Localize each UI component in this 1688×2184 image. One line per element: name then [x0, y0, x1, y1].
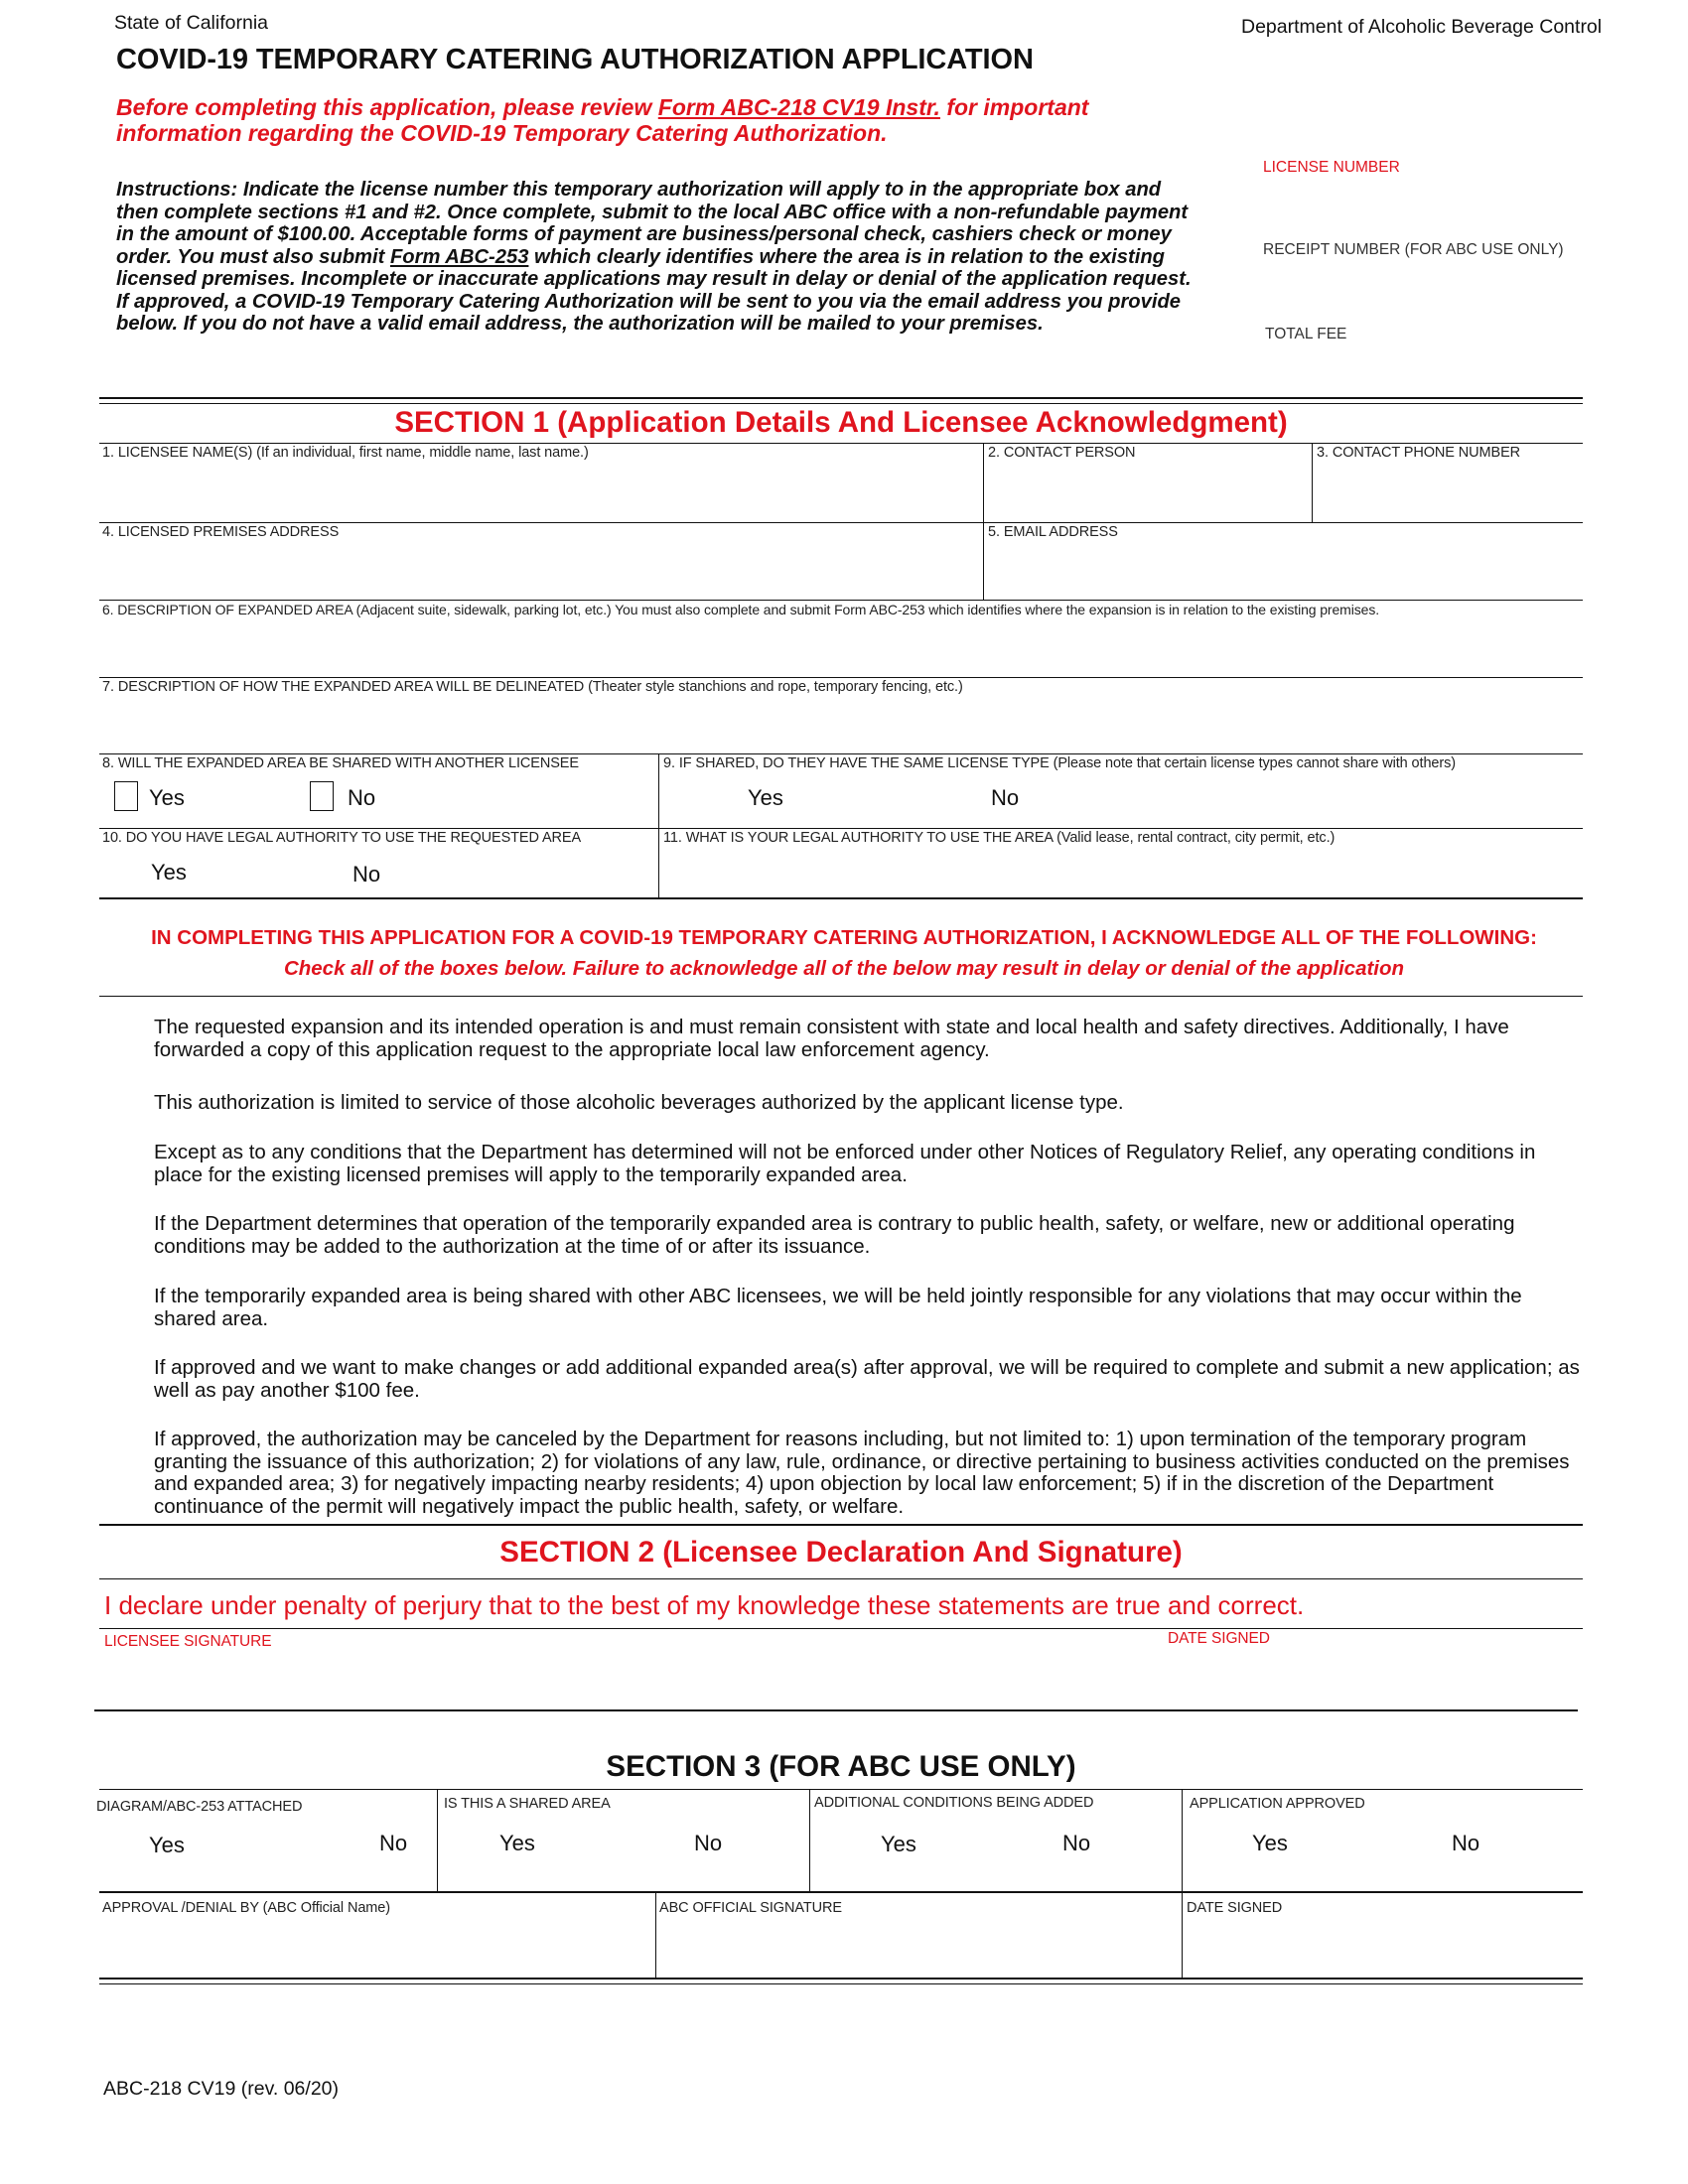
approved-yes-label[interactable]: Yes: [1252, 1831, 1288, 1855]
same-type-yes-label[interactable]: Yes: [748, 785, 783, 810]
shared-yes-checkbox[interactable]: [114, 781, 138, 811]
divider: [983, 443, 984, 600]
state-label: State of California: [114, 12, 269, 34]
same-type-no-label[interactable]: No: [991, 785, 1020, 810]
licensee-signature-label: LICENSEE SIGNATURE: [104, 1633, 272, 1650]
section3-title-rule: [99, 1789, 1583, 1790]
contact-person-label: 2. CONTACT PERSON: [988, 445, 1136, 461]
row-rule: [99, 753, 1583, 754]
receipt-number-label: RECEIPT NUMBER (FOR ABC USE ONLY): [1263, 241, 1564, 258]
shared-no-checkbox[interactable]: [310, 781, 334, 811]
row-rule: [99, 828, 1583, 829]
acknowledgment-item: The requested expansion and its intended operation is and must remain consistent with state and local health and safety directives. Additionally, I have forwarded a copy of this application request to the appropriate local law enforcement agency.: [154, 1016, 1509, 1061]
section1-top-rule: [99, 397, 1583, 399]
review-notice-after: for important information regarding the COVID-19 Temporary Catering Authorization.: [116, 94, 1089, 146]
email-address-label: 5. EMAIL ADDRESS: [988, 524, 1118, 540]
acknowledgment-item: If approved and we want to make changes or add additional expanded area(s) after approval, we will be required to complete and submit a new application; as well as pay another $100 fee.: [154, 1356, 1580, 1402]
additional-conditions-label: ADDITIONAL CONDITIONS BEING ADDED: [814, 1795, 1094, 1811]
instructions-form-link[interactable]: Form ABC-218 CV19 Instr.: [657, 94, 940, 120]
legal-authority-type-field[interactable]: [663, 852, 1577, 893]
approval-by-label: APPROVAL /DENIAL BY (ABC Official Name): [102, 1900, 390, 1916]
section1-bottom-rule: [99, 897, 1583, 899]
perjury-declaration: I declare under penalty of perjury that to the best of my knowledge these statements are true and correct.: [104, 1590, 1305, 1620]
email-address-field[interactable]: [985, 546, 1581, 598]
expanded-area-description-label: 6. DESCRIPTION OF EXPANDED AREA (Adjacent suite, sidewalk, parking lot, etc.) You must also complete and submit Form ABC-253 which identifies where the expansion is in relation to the existing premises.: [102, 602, 1380, 617]
divider: [809, 1789, 810, 1892]
declaration-rule: [99, 1628, 1583, 1629]
contact-phone-field[interactable]: [1314, 467, 1582, 520]
row-rule: [99, 600, 1583, 601]
divider: [655, 1892, 656, 1978]
review-notice: [116, 94, 1198, 146]
divider: [1182, 1789, 1183, 1978]
contact-person-field[interactable]: [985, 467, 1308, 520]
license-number-label: LICENSE NUMBER: [1263, 159, 1400, 176]
shared-area-yes-label[interactable]: Yes: [499, 1831, 535, 1855]
expanded-area-description-field[interactable]: [100, 623, 1580, 675]
premises-address-field[interactable]: [100, 546, 979, 598]
same-license-type-label: 9. IF SHARED, DO THEY HAVE THE SAME LICENSE TYPE (Please note that certain license types cannot share with others): [663, 755, 1456, 771]
conditions-yes-label[interactable]: Yes: [881, 1832, 916, 1856]
total-fee-label: TOTAL FEE: [1265, 326, 1347, 342]
licensee-name-field[interactable]: [100, 467, 979, 520]
section1-top-rule-2: [99, 403, 1583, 404]
legal-authority-no-label[interactable]: No: [352, 862, 381, 887]
acknowledgment-rule: [99, 996, 1583, 997]
acknowledgment-subheading: Check all of the boxes below. Failure to acknowledge all of the below may result in delay or denial of the application: [283, 957, 1405, 980]
section3-bottom-rule-2: [99, 1983, 1583, 1984]
contact-phone-label: 3. CONTACT PHONE NUMBER: [1317, 445, 1521, 461]
divider: [1312, 443, 1313, 522]
shared-yes-label: Yes: [149, 785, 185, 810]
acknowledgment-item: If the temporarily expanded area is being shared with other ABC licensees, we will be held jointly responsible for any violations that may occur within the shared area.: [154, 1285, 1522, 1330]
divider: [437, 1789, 438, 1892]
shared-area-label: 8. WILL THE EXPANDED AREA BE SHARED WITH ANOTHER LICENSEE: [102, 755, 579, 771]
section2-title: SECTION 2 (Licensee Declaration And Signature): [499, 1536, 1183, 1569]
date-signed-label: DATE SIGNED: [1168, 1630, 1270, 1647]
instructions-part2: which clearly identifies where the area is in relation to the existing licensed premises. Incomplete or inaccurate applications may result in delay or denial of the application request. If approved, a COVID-19 Temporary Catering Authorization will be sent to you via the email address you provide below. If you do not have a valid email address, the authorization will be mailed to your premises.: [116, 245, 1192, 335]
divider: [658, 753, 659, 897]
diagram-no-label[interactable]: No: [379, 1831, 408, 1855]
acknowledgment-heading: IN COMPLETING THIS APPLICATION FOR A COVID-19 TEMPORARY CATERING AUTHORIZATION, I ACKNOWLEDGE ALL OF THE FOLLOWING:: [151, 926, 1537, 949]
row-rule: [99, 677, 1583, 678]
premises-address-label: 4. LICENSED PREMISES ADDRESS: [102, 524, 340, 540]
diagram-attached-label: DIAGRAM/ABC-253 ATTACHED: [96, 1799, 303, 1815]
delineation-description-field[interactable]: [100, 701, 1580, 752]
acknowledgment-item: This authorization is limited to service of those alcoholic beverages authorized by the applicant license type.: [154, 1091, 1124, 1114]
legal-authority-type-label: 11. WHAT IS YOUR LEGAL AUTHORITY TO USE THE AREA (Valid lease, rental contract, city permit, etc.): [663, 830, 1336, 846]
shared-area-no-label[interactable]: No: [694, 1831, 723, 1855]
section1-title-rule: [99, 443, 1583, 444]
abc-253-form-link[interactable]: Form ABC-253: [389, 245, 529, 268]
approved-no-label[interactable]: No: [1452, 1831, 1480, 1855]
abc-date-signed-label: DATE SIGNED: [1187, 1900, 1283, 1916]
form-title: COVID-19 TEMPORARY CATERING AUTHORIZATION APPLICATION: [116, 44, 1034, 75]
form-number: ABC-218 CV19 (rev. 06/20): [103, 2078, 339, 2100]
acknowledgment-item: If the Department determines that operation of the temporarily expanded area is contrary to public health, safety, or welfare, new or additional operating conditions may be added to the authorization at the time of or after its issuance.: [154, 1212, 1515, 1258]
official-signature-label: ABC OFFICIAL SIGNATURE: [659, 1900, 842, 1916]
section2-title-rule: [99, 1578, 1583, 1579]
department-label: Department of Alcoholic Beverage Control: [1241, 16, 1603, 38]
instructions-text: [116, 179, 1198, 336]
section3-title: SECTION 3 (FOR ABC USE ONLY): [606, 1750, 1076, 1783]
row-rule: [99, 522, 1583, 523]
section3-bottom-rule: [99, 1978, 1583, 1979]
review-notice-before: Before completing this application, please review: [116, 94, 658, 120]
approval-by-field[interactable]: [100, 1922, 651, 1974]
section1-title: SECTION 1 (Application Details And Licensee Acknowledgment): [394, 406, 1288, 439]
section2-top-rule: [99, 1524, 1583, 1526]
delineation-description-label: 7. DESCRIPTION OF HOW THE EXPANDED AREA WILL BE DELINEATED (Theater style stanchions and rope, temporary fencing, etc.): [102, 679, 963, 695]
application-approved-label: APPLICATION APPROVED: [1190, 1796, 1365, 1812]
abc-date-signed-field[interactable]: [1185, 1922, 1580, 1974]
licensee-signature-field[interactable]: [99, 1653, 1152, 1707]
legal-authority-label: 10. DO YOU HAVE LEGAL AUTHORITY TO USE THE REQUESTED AREA: [102, 830, 582, 846]
instructions-part1: Instructions: Indicate the license number this temporary authorization will apply to in the appropriate box and then complete sections #1 and #2. Once complete, submit to the local ABC office with a non-refundable payment in the amount of $100.00. Acceptable forms of payment are business/personal check, cashiers check or money order. You must also submit: [116, 179, 1189, 268]
licensee-date-signed-field[interactable]: [1166, 1653, 1581, 1707]
shared-no-label: No: [348, 785, 376, 810]
legal-authority-yes-label[interactable]: Yes: [151, 860, 187, 885]
acknowledgment-item: If approved, the authorization may be canceled by the Department for reasons including, but not limited to: 1) upon termination of the temporary program granting the issuance of this authorization; 2) for violations of any law, rule, ordinance, or directive pertaining to business activities conducted on the premises and expanded area; 3) for negatively impacting nearby residents; 4) upon objection by local law enforcement; 5) if in the discretion of the Department continuance of the permit will negatively impact the public health, safety, or welfare.: [154, 1428, 1570, 1518]
acknowledgment-item: Except as to any conditions that the Department has determined will not be enforced under other Notices of Regulatory Relief, any operating conditions in place for the existing licensed premises will apply to the temporarily expanded area.: [154, 1141, 1536, 1186]
official-signature-field[interactable]: [658, 1922, 1178, 1974]
is-shared-area-label: IS THIS A SHARED AREA: [444, 1796, 611, 1812]
conditions-no-label[interactable]: No: [1062, 1831, 1091, 1855]
licensee-name-label: 1. LICENSEE NAME(S) (If an individual, first name, middle name, last name.): [102, 445, 589, 461]
section2-bottom-rule: [94, 1709, 1578, 1711]
diagram-yes-label[interactable]: Yes: [149, 1833, 185, 1857]
section3-row-rule: [99, 1891, 1583, 1893]
